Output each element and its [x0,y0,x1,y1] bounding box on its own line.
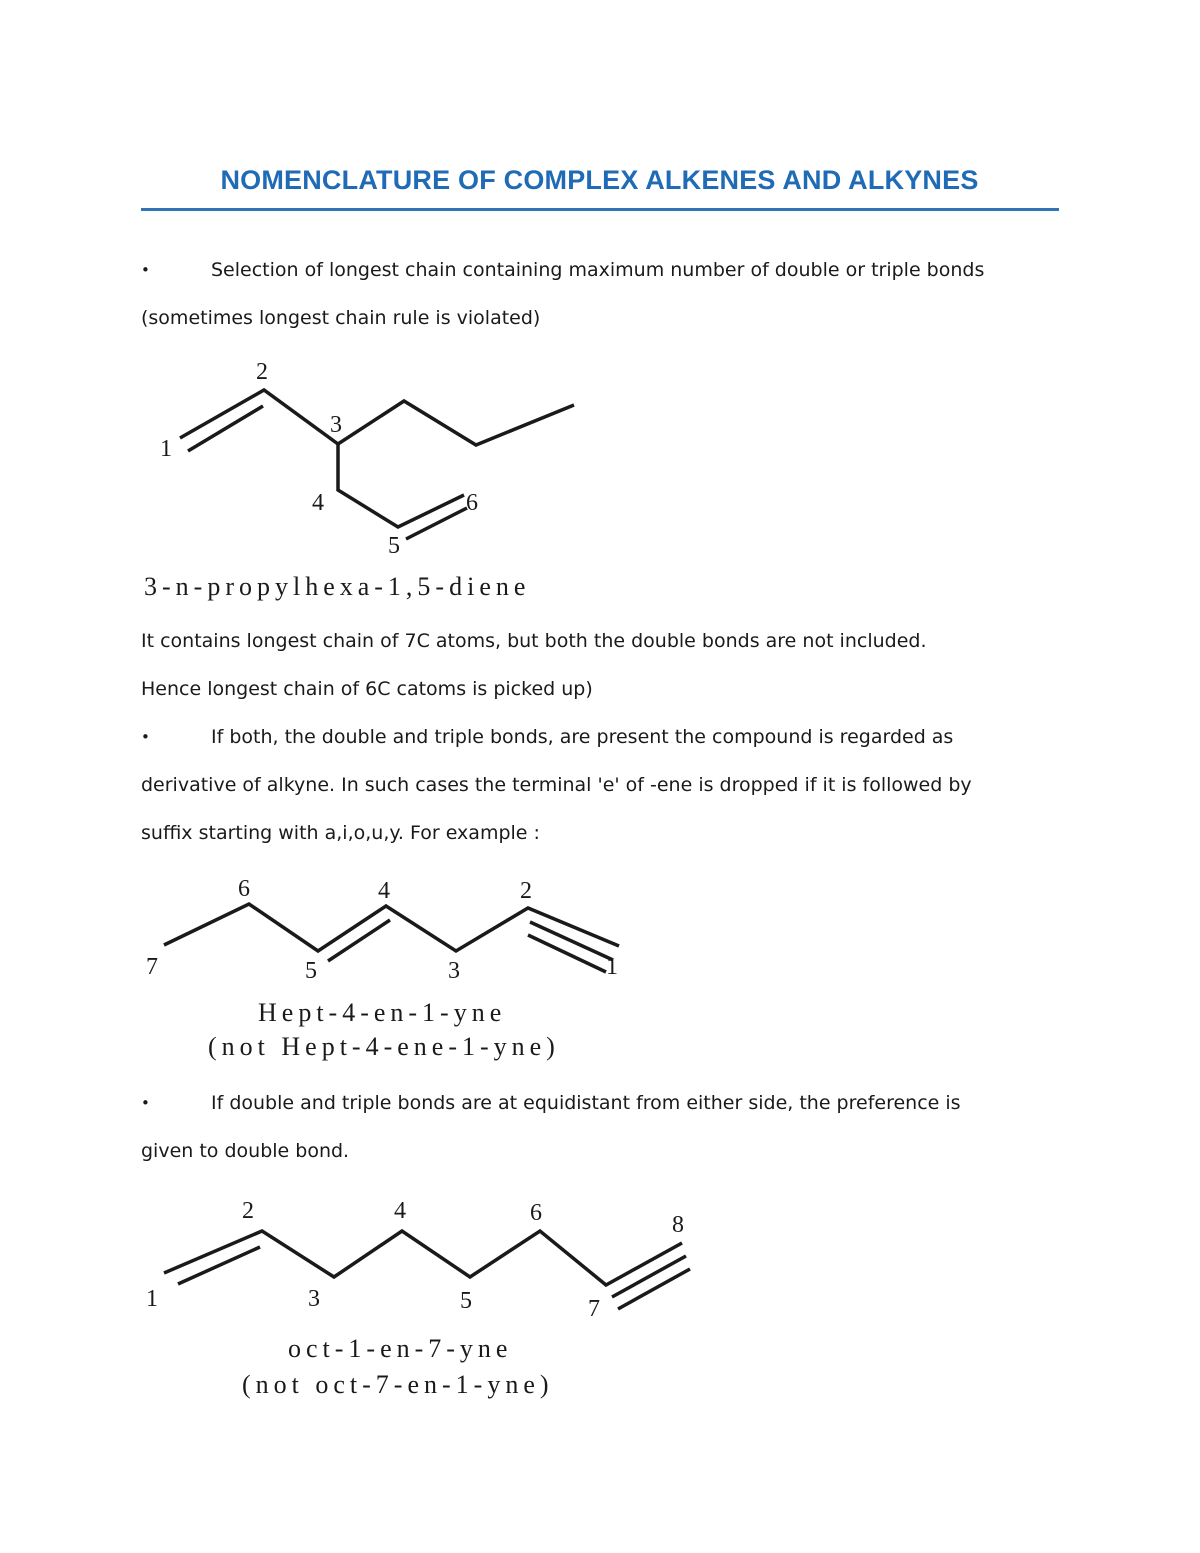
diagram3-compound-name: oct-1-en-7-yne [288,1334,513,1363]
diagram2-atom-label: 2 [520,878,532,904]
diagram1-atom-label: 4 [312,490,324,516]
diagram2-compound-name-note: (not Hept-4-ene-1-yne) [208,1032,560,1061]
diagram1-compound-name: 3-n-propylhexa-1,5-diene [144,572,531,601]
diagram3-compound-name-note: (not oct-7-en-1-yne) [242,1370,554,1399]
diagram3-atom-label: 5 [460,1288,472,1314]
rule1-line2: (sometimes longest chain rule is violated) [141,307,541,329]
diagram2-atom-label: 5 [305,958,317,984]
rule3-line1: If double and triple bonds are at equidistant from either side, the preference is [211,1092,961,1114]
rule2-line2: derivative of alkyne. In such cases the terminal 'e' of -ene is dropped if it is followed by [141,774,972,796]
bullet-marker: • [141,1094,150,1112]
diagram3-atom-label: 3 [308,1286,320,1312]
diagram3-atom-label: 6 [530,1200,542,1226]
diagram3-structure [146,1198,690,1399]
note1-line1: It contains longest chain of 7C atoms, but both the double bonds are not included. [141,630,927,652]
diagram1-structure [144,359,574,601]
diagram2-atom-label: 7 [146,954,158,980]
diagram2-atom-label: 4 [378,878,390,904]
diagram1-atom-label: 6 [466,490,478,516]
diagram3-atom-label: 1 [146,1286,158,1312]
diagram1-atom-label: 1 [160,436,172,462]
diagram1-atom-label: 2 [256,359,268,385]
rule2-line1: If both, the double and triple bonds, are present the compound is regarded as [211,726,954,748]
diagram3-atom-label: 7 [588,1296,600,1322]
note1-line2: Hence longest chain of 6C catoms is picked up) [141,678,593,700]
page-title: NOMENCLATURE OF COMPLEX ALKENES AND ALKYNES [220,165,979,195]
diagram2-structure [146,876,619,1061]
diagram2-atom-label: 1 [606,954,618,980]
diagram1-atom-label: 3 [330,412,342,438]
rule3-line2: given to double bond. [141,1140,350,1162]
diagram3-atom-label: 2 [242,1198,254,1224]
diagram2-atom-label: 6 [238,876,250,902]
bullet-marker: • [141,728,150,746]
bullet-marker: • [141,261,150,279]
diagram3-atom-label: 8 [672,1212,684,1238]
diagram2-compound-name: Hept-4-en-1-yne [258,998,507,1027]
rule1-line1: Selection of longest chain containing maximum number of double or triple bonds [211,259,985,281]
diagram2-atom-label: 3 [448,958,460,984]
rule2-line3: suffix starting with a,i,o,u,y. For example : [141,822,540,844]
diagram1-atom-label: 5 [388,533,400,559]
diagram3-atom-label: 4 [394,1198,406,1224]
